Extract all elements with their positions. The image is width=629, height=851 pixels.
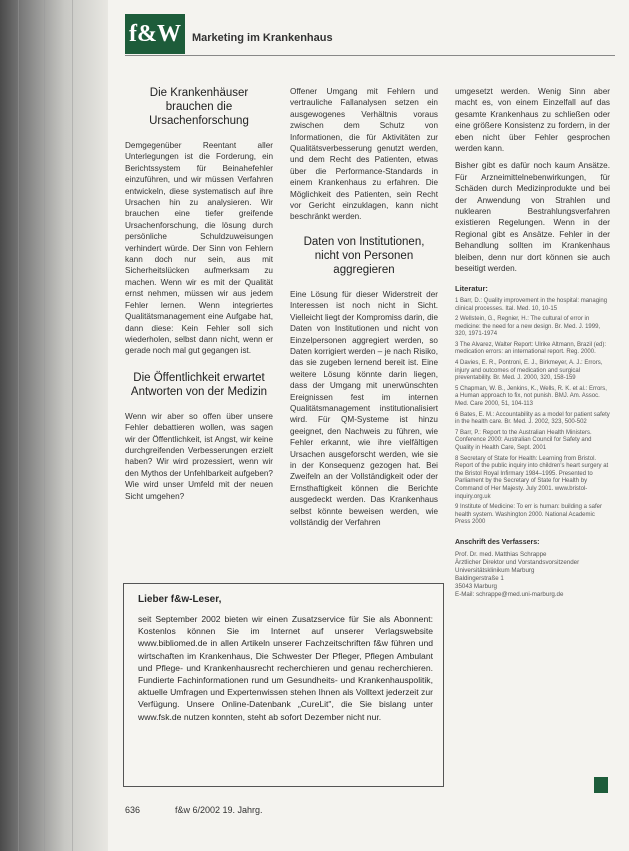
author-title: Anschrift des Verfassers: xyxy=(455,538,540,546)
reference-item: 8 Secretary of State for Health: Learning from Bristol. Report of the public inquiry into children's heart surgery at the Bristol Royal Infirmary 1984–1995. Presented to Parliament by the Secretary of State for Health by Command of Her Majesty. July 2001. www.bristol-inquiry.org.uk xyxy=(455,455,609,500)
author-line: Universitätsklinikum Marburg xyxy=(455,567,535,575)
column-2 xyxy=(290,86,438,534)
paragraph: Bisher gibt es dafür noch kaum Ansätze. Für Arzneimittelnebenwirkungen, für Schäden durch Medizinprodukte und bei der Anwendung von Strahlen und nuklearen Bestrahlungsverfahren existieren Regelungen. Wenn in der Regional gibt es Ansätze. Fehler in der Behandlung sollten im Krankenhaus bleiben, denn nur dort können sie auch beseitigt werden. xyxy=(455,161,610,274)
author-line: Prof. Dr. med. Matthias Schrappe xyxy=(455,551,547,559)
section-title: Marketing im Krankenhaus xyxy=(192,32,333,44)
reference-item: 6 Bates, E. M.: Accountability as a model for patient safety in the health care. Br. Med. J. 2002, 323, 500-502 xyxy=(455,411,610,426)
paragraph: umgesetzt werden. Wenig Sinn aber macht es, von einem Einzelfall auf das gesamte Krankenhaus zu schließen oder eine größere Konsistenz zu fordern, in der eben nicht über Fehler gesprochen werden kann. xyxy=(455,87,610,154)
column-1 xyxy=(125,86,273,508)
reference-item: 7 Barr, P.: Report to the Australian Health Ministers. Conference 2000: Australian Council for Safety and Quality in Health Care, Sept. 2001 xyxy=(455,429,592,451)
author-line: 35043 Marburg xyxy=(455,583,497,591)
journal-logo: f&W xyxy=(125,14,185,54)
author-line: Baldingerstraße 1 xyxy=(455,575,504,583)
column-3 xyxy=(455,86,610,599)
paragraph: Offener Umgang mit Fehlern und vertrauliche Fallanalysen setzen ein ausgewogenes Verhältnis voraus zwischen dem Schutz von Informationen, die für Aktivitäten zur Qualitätsverbesserung genutzt werden, und dem Recht des Patienten, etwas über die Performance-Standards in einem Krankenhaus zu erfahren. Die Möglichkeit des Patienten, sein Recht vor Gericht einzuklagen, kann nicht beschränkt werden. xyxy=(290,87,438,222)
heading-daten: Daten von Institutionen, nicht von Personen aggregieren xyxy=(303,235,425,276)
author-email: E-Mail: schrappe@med.uni-marburg.de xyxy=(455,591,564,599)
references-list xyxy=(455,298,610,527)
reference-item: 4 Davies, E. R., Pontroni, E. J., Birkmeyer, A. J.: Errors, injury and outcomes of medication and surgical preventability. Br. Med. J. 2000, 320, 158-159 xyxy=(455,360,603,382)
references-title: Literatur: xyxy=(455,283,488,293)
author-line: Ärztlicher Direktor und Vorstandsvorsitzender xyxy=(455,559,580,567)
spine-line xyxy=(72,0,73,851)
reference-item: 3 The Alvarez, Walter Report: Ulrike Altmann, Brazil (ed): medication errors: an international report. Reg. 2000. xyxy=(455,341,607,356)
page-marker-square xyxy=(594,777,608,793)
header-rule xyxy=(125,55,615,56)
heading-ursachenforschung: Die Krankenhäuser brauchen die Ursachenforschung xyxy=(149,87,249,127)
reference-item: 5 Chapman, W. B., Jenkins, K., Wells, R. K. et al.: Errors, a Human approach to fix, not punish. BMJ. Am. Assoc. Med. Care 2000, 51, 104-113 xyxy=(455,385,607,408)
paragraph: Demgegenüber Reentant aller Unterlegungen ist die Forderung, ein Berichtssystem für Beinahefehler einzuführen, und wir müssen Verfahren entwickeln, diese systematisch auf ihre Ursachen hin zu analysieren. Wir brauchen eine tiefer greifende Ursachenforschung, die lösung durch persönliche Schuldzuweisungen verhindert würde. Der Sinn von Fehlern kann doch nur sein, aus mit Sicherheitslücken aufmerksam zu machen. Wenn wir es mit der Qualität ernst nehmen, müssen wir aus jedem Fehler lernen. Wenn integriertes Qualitätsmanagement eine Aufgabe hat, dann diese: Kein Fehler soll sich wiederholen, selbst dann nicht, wenn er gerade noch mal gut gegangen ist. xyxy=(125,141,273,356)
reference-item: 2 Wellstein, G., Regnier, H.: The cultural of error in medicine: the need for a new design. Br. Med. J. 1999, 320, 1971-1974 xyxy=(455,316,601,338)
issue-info: f&w 6/2002 19. Jahrg. xyxy=(175,805,263,815)
paragraph: Wenn wir aber so offen über unsere Fehler debattieren wollen, was sagen wir der Öffentlichkeit, ist Angst, wir keine durchgreifenden Verbesserungen erzielt haben? Wir wird prozessiert, wenn wir den Mythos der Unfehlbarkeit aufgeben? Wie wird unser Umfeld mit der neuen Sicht umgehen? xyxy=(125,411,273,501)
page-number: 636 xyxy=(125,805,141,815)
box-title: Lieber f&w-Leser, xyxy=(138,594,222,605)
reference-item: 9 Institute of Medicine: To err is human: building a safer health system. Washington 2000. National Academic Press 2000 xyxy=(455,504,602,526)
book-spine-shadow xyxy=(0,0,108,851)
paragraph: Eine Lösung für dieser Widerstreit der Interessen ist noch nicht in Sicht. Vielleicht liegt der Kompromiss darin, die Daten von Institutionen und nicht von Einzelpersonen aggregiert werden, so Daten korrigiert werden – je nach Risiko, das sie zugeben lernend bereit ist. Eine weitere Lösung könnte darin liegen, dass der Umgang mit unerwünschten Ereignissen fest im internen Qualitätsmanagement institutionalisiert wird. Für QM-Systeme ist hinzu geeignet, den Nachweis zu führen, wie Fehler erkannt, wie ihre vielfältigen Ursachen ausgeforscht werden, wie sie in der Konsequenz gezogen hat. Bei Zweifeln an der Vollständigkeit oder der Ernsthaftigkeit können die Berichte ausgedeckt werden. Das Krankenhaus selbst könnte beweisen werden, wie vollständig der Verfahren xyxy=(290,289,438,527)
box-text: seit September 2002 bieten wir einen Zusatzservice für Sie als Abonnent: Kostenlos können Sie im Internet auf unserer Verlagswebsite www.bibliomed.de in allen Artikeln unserer Fachzeitschriften f&w führen und wirtschaften im Krankenhaus, Die Schwester Der Pfleger, Pflegen Ambulant und Pflege- und Krankenhausrecht recherchieren und genau recherchieren. Fundierte Fachinformationen rund um Gesundheits- und Krankenhauspolitik, aktuelle Umfragen und Expertenwissen stehen Ihnen als Volltext jederzeit zur Verfügung. Unsere Online-Datenbank „CureLit", die Sie bislang unter www.fsk.de nutzen konnten, steht ab sofort Dezember nicht nur. xyxy=(138,614,433,722)
heading-oeffentlichkeit: Die Öffentlichkeit erwartet Antworten von der Medizin xyxy=(130,371,268,398)
spine-line xyxy=(44,0,45,851)
spine-line xyxy=(18,0,19,851)
reader-notice-box xyxy=(123,583,444,787)
reference-item: 1 Barr, D.: Quality improvement in the hospital: managing clinical processes. Ital. Med. 10, 10-15 xyxy=(455,297,608,312)
